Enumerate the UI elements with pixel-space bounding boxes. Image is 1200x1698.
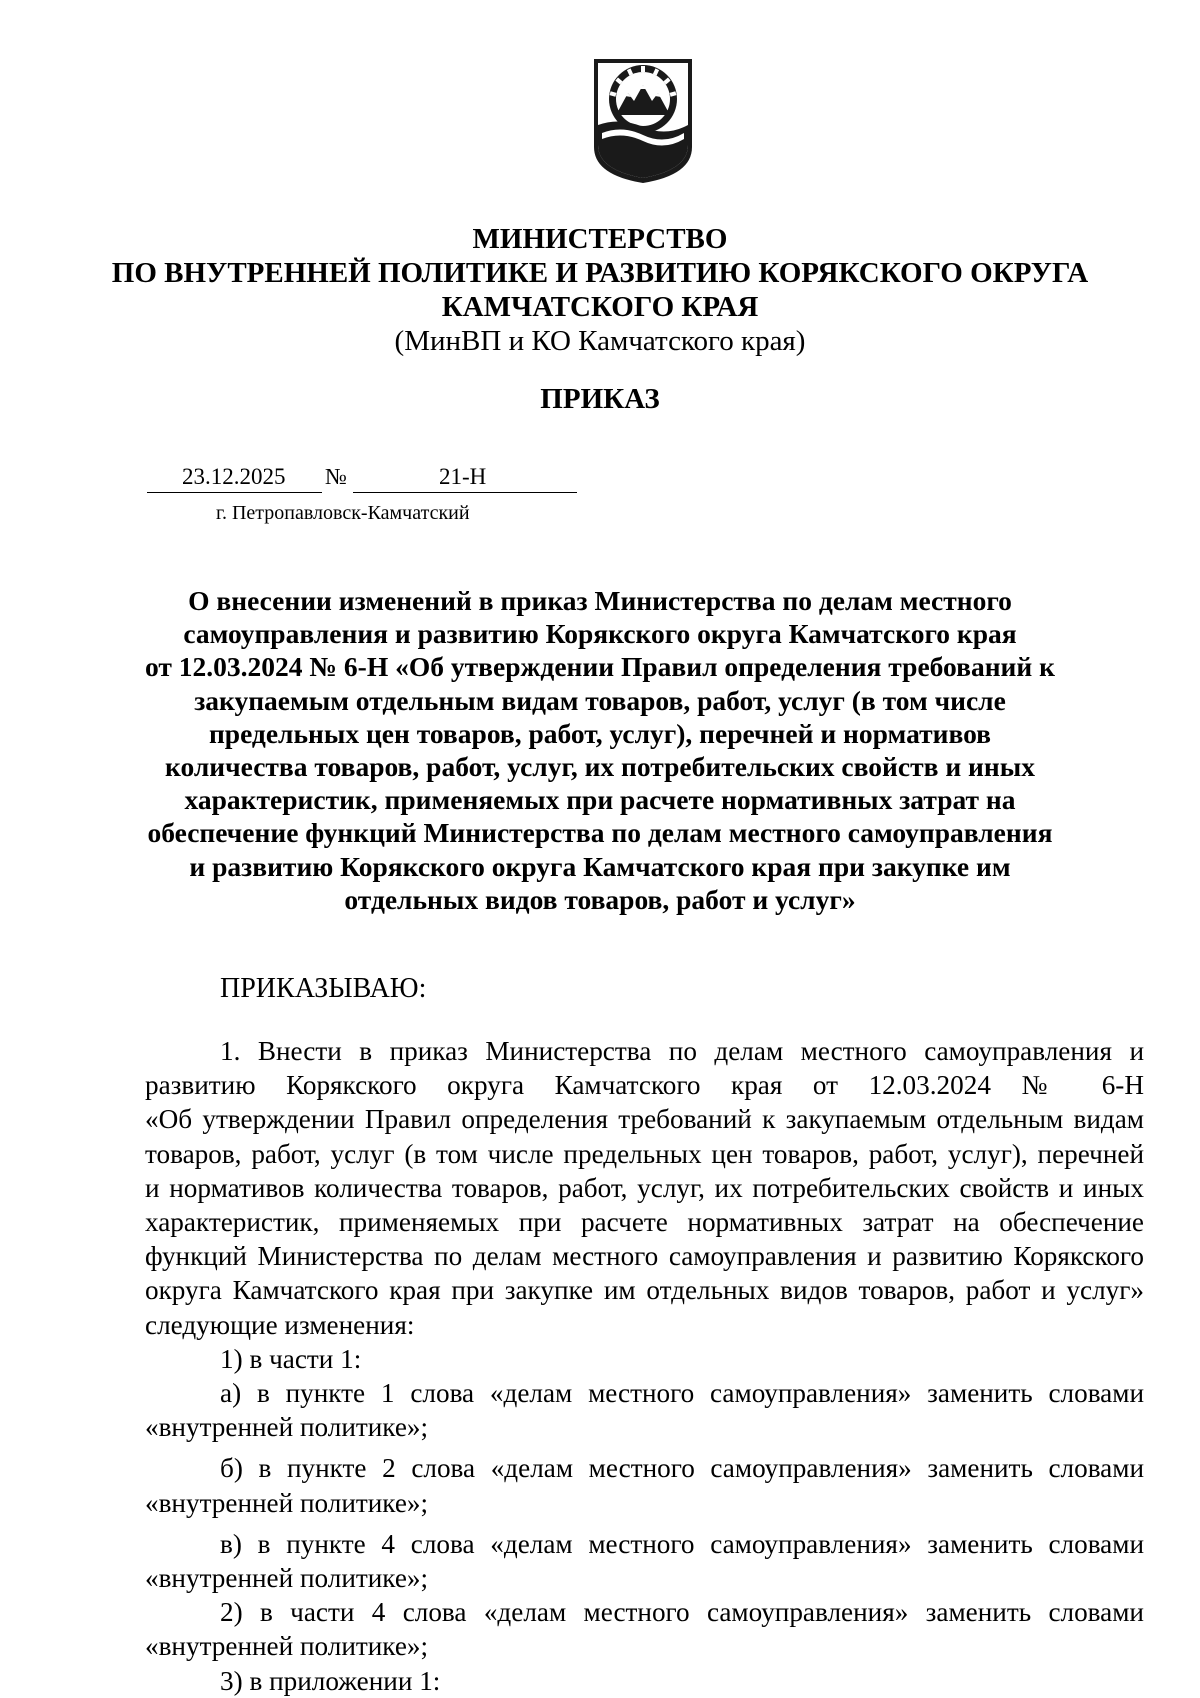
subject-line: закупаемым отдельным видам товаров, работ, услуг (в том числе <box>194 684 1006 716</box>
order-subject <box>145 584 1055 916</box>
body-line: «Об утверждении Правил определения требований к закупаемым отдельным видам <box>145 1104 1144 1135</box>
number-underline <box>353 492 577 493</box>
body-line: развитию Корякского округа Камчатского края от 12.03.2024 № 6-Н <box>145 1070 1144 1101</box>
body-line: и нормативов количества товаров, работ, услуг, их потребительских свойств и иных <box>145 1172 1144 1203</box>
list-item-continuation: «внутренней политике»; <box>145 1412 429 1443</box>
ministry-header <box>100 222 1100 358</box>
body-line: товаров, работ, услуг (в том числе предельных цен товаров, работ, услуг), перечней <box>145 1138 1144 1169</box>
subject-line: характеристик, применяемых при расчете нормативных затрат на <box>184 784 1016 816</box>
subject-line: отдельных видов товаров, работ и услуг» <box>344 883 856 915</box>
list-item: 2) в части 4 слова «делам местного самоуправления» заменить словами <box>220 1597 1144 1628</box>
body-line: 1. Внести в приказ Министерства по делам местного самоуправления и <box>220 1036 1144 1066</box>
kamchatka-coat-of-arms-icon <box>590 55 696 185</box>
subject-line: от 12.03.2024 № 6-Н «Об утверждении Правил определения требований к <box>145 651 1055 683</box>
subject-line: самоуправления и развитию Корякского округа Камчатского края <box>183 618 1017 650</box>
subject-line: и развитию Корякского округа Камчатского края при закупке им <box>189 850 1011 882</box>
list-item: в) в пункте 4 слова «делам местного самоуправления» заменить словами <box>220 1528 1144 1559</box>
order-directive: ПРИКАЗЫВАЮ: <box>220 973 427 1004</box>
number-sign: № <box>325 464 347 489</box>
list-item: а) в пункте 1 слова «делам местного самоуправления» заменить словами <box>220 1378 1144 1409</box>
subject-line: обеспечение функций Министерства по делам местного самоуправления <box>147 817 1053 849</box>
city: г. Петропавловск-Камчатский <box>216 502 470 524</box>
list-item-continuation: «внутренней политике»; <box>145 1487 429 1518</box>
subject-line: О внесении изменений в приказ Министерства по делам местного <box>188 585 1012 616</box>
body-line: округа Камчатского края при закупке им отдельных видов товаров, работ и услуг» <box>145 1275 1144 1306</box>
header-line-2: ПО ВНУТРЕННЕЙ ПОЛИТИКЕ И РАЗВИТИЮ КОРЯКСКОГО ОКРУГА <box>111 257 1089 289</box>
order-date: 23.12.2025 <box>182 464 286 489</box>
body-line: функций Министерства по делам местного самоуправления и развитию Корякского <box>145 1241 1144 1272</box>
date-underline <box>147 492 322 493</box>
registration-block <box>147 462 577 498</box>
header-line-1: МИНИСТЕРСТВО <box>472 223 728 255</box>
body-line: характеристик, применяемых при расчете нормативных затрат на обеспечение <box>145 1207 1144 1238</box>
list-item: б) в пункте 2 слова «делам местного самоуправления» заменить словами <box>220 1453 1144 1484</box>
document-type-title: ПРИКАЗ <box>540 383 660 415</box>
list-item: 1) в части 1: <box>220 1343 362 1374</box>
subject-line: количества товаров, работ, услуг, их потребительских свойств и иных <box>165 751 1035 783</box>
order-number: 21-Н <box>439 464 487 489</box>
order-body <box>145 1034 1144 1698</box>
subject-line: предельных цен товаров, работ, услуг), перечней и нормативов <box>208 717 992 749</box>
list-item-continuation: «внутренней политике»; <box>145 1631 429 1662</box>
header-abbreviation: (МинВП и КО Камчатского края) <box>394 325 806 357</box>
body-line: следующие изменения: <box>145 1309 415 1340</box>
header-line-3: КАМЧАТСКОГО КРАЯ <box>441 291 759 323</box>
list-item: 3) в приложении 1: <box>220 1665 441 1696</box>
list-item-continuation: «внутренней политике»; <box>145 1563 429 1594</box>
